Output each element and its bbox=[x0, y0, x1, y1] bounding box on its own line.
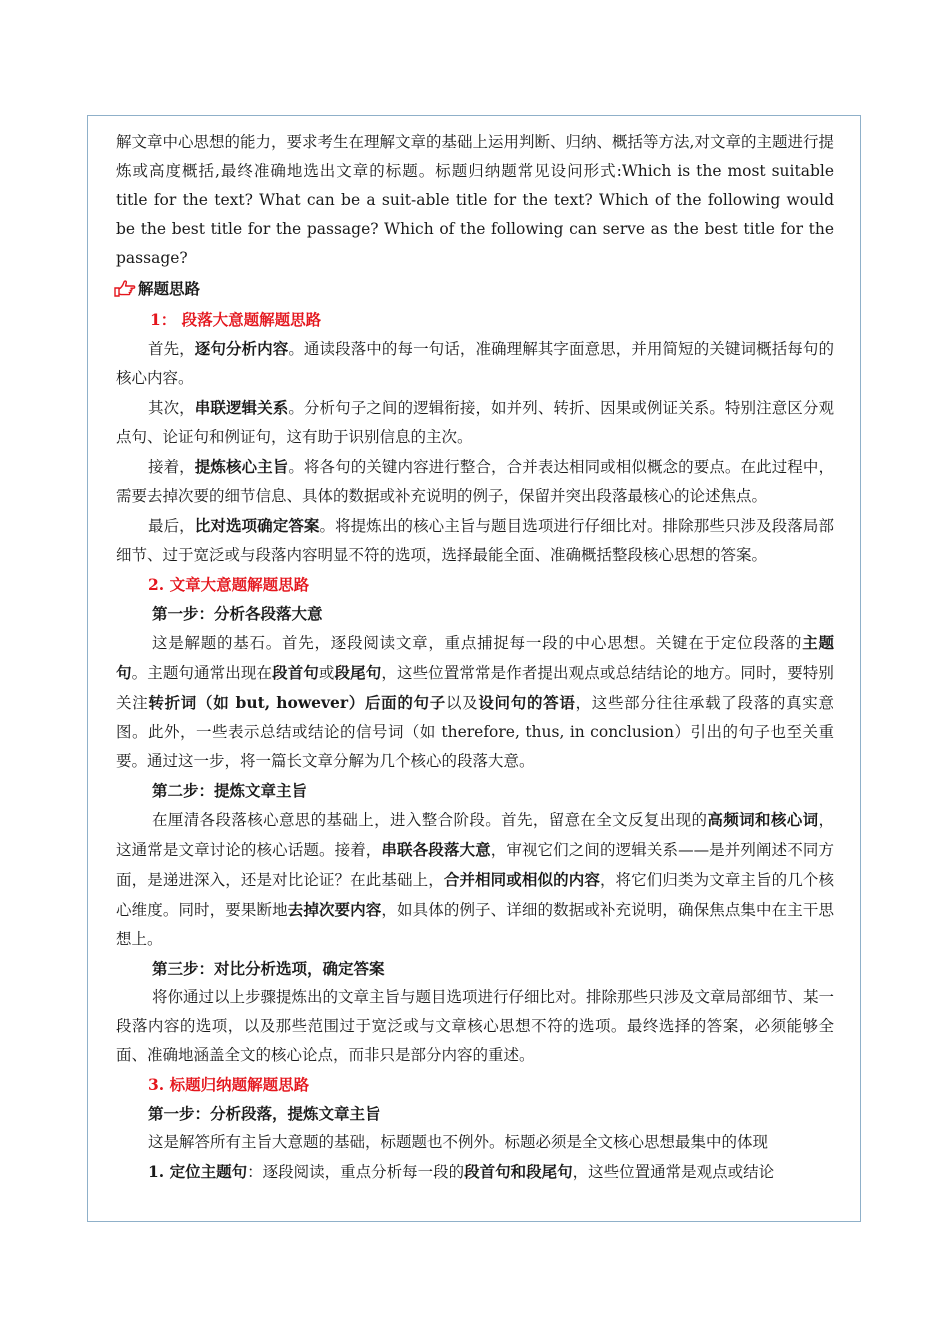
part1-paragraph-4: 最后，比对选项确定答案。将提炼出的核心主旨与题目选项进行仔细比对。排除那些只涉及段落局部细节、过于宽泛或与段落内容明显不符的选项，选择最能全面、准确概括整段核心思想的答案。 bbox=[116, 516, 834, 564]
part3-paragraph-2: 1. 定位主题句：逐段阅读，重点分析每一段的段首句和段尾句，这些位置通常是观点或结论 bbox=[148, 1162, 775, 1181]
part3-step1-title: 第一步：分析段落，提炼文章主旨 bbox=[148, 1104, 381, 1123]
part3-paragraph-1: 这是解答所有主旨大意题的基础，标题题也不例外。标题必须是全文核心思想最集中的体现 bbox=[148, 1133, 769, 1151]
part3-heading: 3. 标题归纳题解题思路 bbox=[148, 1075, 310, 1094]
part1-heading: 1： 段落大意题解题思路 bbox=[150, 310, 322, 329]
part2-step2-title: 第二步：提炼文章主旨 bbox=[152, 781, 308, 800]
part1-paragraph-2: 其次，串联逻辑关系。分析句子之间的逻辑衔接，如并列、转折、因果或例证关系。特别注意区分观点句、论证句和例证句，这有助于识别信息的主次。 bbox=[116, 398, 834, 446]
section-title: 解题思路 bbox=[138, 279, 201, 298]
pointing-hand-icon bbox=[114, 279, 136, 299]
part2-step3-title: 第三步：对比分析选项，确定答案 bbox=[152, 959, 385, 978]
part2-step1-title: 第一步：分析各段落大意 bbox=[152, 604, 323, 623]
part2-step1-paragraph: 这是解题的基石。首先，逐段阅读文章，重点捕捉每一段的中心思想。关键在于定位段落的主题句。主题句通常出现在段首句或段尾句，这些位置常常是作者提出观点或总结结论的地方。同时，要特别关注转折词（如 but, however）后面的句子以及设问句的答语，这些部分往往承载了段落的真实意图。此外，一些表示总结或结论的信号词（如 therefore, thus, in conclusion）引出的句子也至关重要。通过这一步，将一篇长文章分解为几个核心的段落大意。 bbox=[116, 633, 834, 770]
section-header bbox=[114, 273, 834, 305]
part2-step3-paragraph: 将你通过以上步骤提炼出的文章主旨与题目选项进行仔细比对。排除那些只涉及文章局部细节、某一段落内容的选项，以及那些范围过于宽泛或与文章核心思想不符的选项。最终选择的答案，必须能够全面、准确地涵盖全文的核心论点，而非只是部分内容的重述。 bbox=[116, 988, 835, 1064]
intro-paragraph: 解文章中心思想的能力，要求考生在理解文章的基础上运用判断、归纳、概括等方法,对文章的主题进行提炼或高度概括,最终准确地选出文章的标题。标题归纳题常见设问形式:Which is the most suitable title for the text? What can be a suit-able title for the text? Which of the following would be the best title for the passage? Which of the following can serve as the best title for the passage? bbox=[116, 133, 834, 267]
part1-paragraph-3: 接着，提炼核心主旨。将各句的关键内容进行整合，合并表达相同或相似概念的要点。在此过程中，需要去掉次要的细节信息、具体的数据或补充说明的例子，保留并突出段落最核心的论述焦点。 bbox=[116, 457, 834, 505]
part1-paragraph-1: 首先，逐句分析内容。通读段落中的每一句话，准确理解其字面意思，并用简短的关键词概括每句的核心内容。 bbox=[116, 339, 834, 387]
part2-step2-paragraph: 在厘清各段落核心意思的基础上，进入整合阶段。首先，留意在全文反复出现的高频词和核心词，这通常是文章讨论的核心话题。接着，串联各段落大意，审视它们之间的逻辑关系——是并列阐述不同方面，是递进深入，还是对比论证？在此基础上，合并相同或相似的内容，将它们归类为文章主旨的几个核心维度。同时，要果断地去掉次要内容，如具体的例子、详细的数据或补充说明，确保焦点集中在主干思想上。 bbox=[116, 810, 834, 948]
part2-heading: 2. 文章大意题解题思路 bbox=[148, 575, 310, 594]
document-content bbox=[116, 128, 834, 1187]
